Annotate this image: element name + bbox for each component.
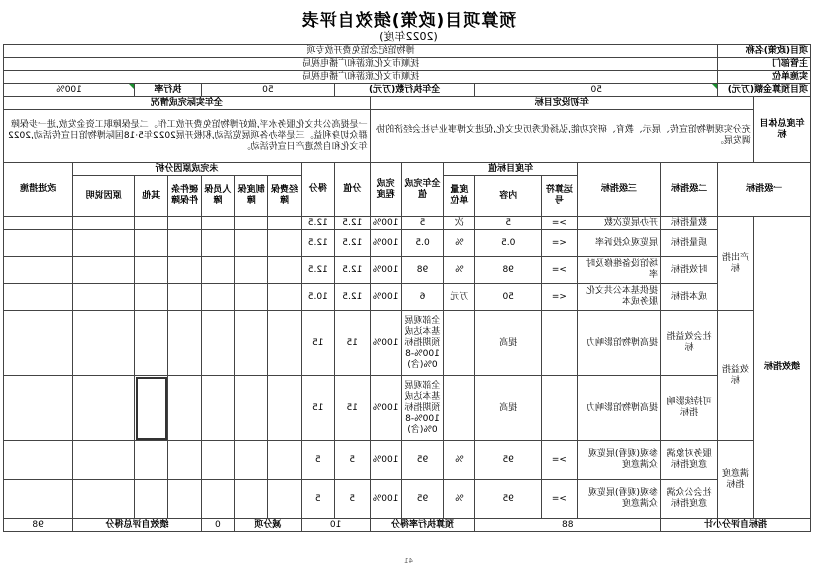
l3-cell: 提供基本公共文化服务成本 [577,284,660,311]
output-indicator-label: 产出指标 [718,217,754,311]
empty-cell[interactable] [235,480,268,519]
empty-cell[interactable] [4,441,73,480]
reason-hardware-header: 硬件条件保障 [168,176,201,217]
actual-cell[interactable]: 95 [401,441,444,480]
score-cell[interactable]: 12.5 [301,230,334,257]
reason-other-header: 其他 [135,176,168,217]
empty-cell[interactable] [168,441,201,480]
l2-cell: 社会效益指标 [661,311,718,376]
empty-cell[interactable] [73,230,135,257]
empty-cell[interactable] [4,257,73,284]
l2-cell: 可持续影响指标 [661,376,718,441]
empty-cell[interactable] [73,284,135,311]
op-cell[interactable] [542,376,578,441]
benefit-indicator-label: 效益指标 [718,311,754,441]
content-header: 内容 [475,176,542,217]
empty-cell[interactable] [201,284,234,311]
level3-header: 三级指标 [577,163,660,217]
empty-cell[interactable] [168,217,201,230]
level2-header: 二级指标 [661,163,718,217]
exec-score-label: 预算执行率得分 [370,519,475,532]
empty-cell[interactable] [4,376,73,441]
weight-header: 分值 [334,163,370,217]
empty-cell[interactable] [4,311,73,376]
score-cell[interactable]: 5 [301,441,334,480]
empty-cell[interactable] [73,376,135,441]
annual-goal-label: 年度总体目标 [753,97,810,163]
analysis-header: 未完成原因分析 [73,163,301,176]
op-cell[interactable]: >= [542,441,578,480]
empty-cell[interactable] [4,284,73,311]
empty-cell[interactable] [168,311,201,376]
reason-system-header: 制度保障 [235,176,268,217]
content-cell[interactable]: 5 [475,217,542,230]
execution-label: 全年执行数(万元) [334,84,474,97]
budget-value[interactable]: 50 [475,84,718,97]
rate-cell[interactable]: 100% [370,230,401,257]
empty-cell[interactable] [4,230,73,257]
actual-cell[interactable]: 0.5 [401,230,444,257]
weight-cell[interactable]: 12.5 [334,217,370,230]
rate-cell[interactable]: 100% [370,376,401,441]
empty-cell[interactable] [201,480,234,519]
actual-goal-text[interactable]: 一是提高公共文化服务水平,做好博物馆免费开放工作。二是保障职工资金发放,进一步保障群众切身利益。三是举办各项展览活动,积极开展2022年5·18国际博物馆日宣传活动,2022年文化和自然遗产日宣传活动。 [4,110,371,163]
empty-cell[interactable] [135,441,168,480]
unit-cell[interactable] [444,376,475,441]
report-year: (2022年度) [379,30,438,43]
actual-goal-header: 全年实际完成情况 [4,97,371,110]
department-label: 主管部门 [718,58,811,71]
empty-cell[interactable] [135,217,168,230]
completion-header: 完成程度 [370,163,401,217]
rate-cell[interactable]: 100% [370,284,401,311]
rate-cell[interactable]: 100% [370,311,401,376]
empty-cell[interactable] [268,441,301,480]
deduct-label: 减分项 [235,519,302,532]
rate-cell[interactable]: 100% [370,441,401,480]
satisfaction-indicator-label: 满意度指标 [718,441,754,519]
empty-cell[interactable] [235,217,268,230]
score-cell[interactable]: 5 [301,480,334,519]
content-cell[interactable]: 50 [475,284,542,311]
subtotal-value[interactable]: 88 [475,519,661,532]
unit-cell[interactable] [444,311,475,376]
score-header: 得分 [301,163,334,217]
op-cell[interactable]: <= [542,230,578,257]
project-name-value[interactable]: 博物馆纪念馆免费开放专项 [4,45,718,58]
exec-score-value[interactable]: 10 [301,519,370,532]
op-cell[interactable]: >= [542,480,578,519]
content-cell[interactable]: 提高 [475,311,542,376]
actual-cell[interactable]: 98 [401,257,444,284]
empty-cell[interactable] [135,480,168,519]
empty-cell[interactable] [268,257,301,284]
empty-cell[interactable] [4,217,73,230]
unit-header: 度量单位 [444,176,475,217]
reason-funding-header: 经费保障 [268,176,301,217]
l2-cell: 社会公众满意度指标 [661,480,718,519]
unit-cell[interactable]: % [444,480,475,519]
empty-cell[interactable] [73,217,135,230]
empty-cell[interactable] [168,230,201,257]
operator-header: 运算符号 [542,176,578,217]
content-cell[interactable]: 0.5 [475,230,542,257]
content-cell[interactable]: 95 [475,441,542,480]
actual-cell[interactable]: 5 [401,217,444,230]
empty-cell[interactable] [201,441,234,480]
project-name-label: 项目(政策)名称 [718,45,811,58]
empty-cell[interactable] [268,480,301,519]
empty-cell[interactable] [135,284,168,311]
l3-cell: 参观(观看)展览观众满意度 [577,441,660,480]
empty-cell[interactable] [4,480,73,519]
empty-cell[interactable] [235,230,268,257]
empty-cell[interactable] [73,480,135,519]
deduct-value[interactable]: 0 [201,519,234,532]
unit-cell[interactable]: % [444,257,475,284]
rate-cell[interactable]: 100% [370,257,401,284]
empty-cell[interactable] [235,376,268,441]
subtotal-label: 指标自评分小计 [661,519,811,532]
l2-cell: 时效指标 [661,257,718,284]
empty-cell[interactable] [135,311,168,376]
weight-cell[interactable]: 5 [334,441,370,480]
department-value[interactable]: 抚顺市文化旅游和广播电视局 [4,58,718,71]
l2-cell: 质量指标 [661,230,718,257]
empty-cell[interactable] [201,376,234,441]
target-header: 年度目标值 [444,163,577,176]
actual-cell[interactable]: 全部观展基本达成预期指标100%-80%(含) [401,311,444,376]
score-cell[interactable]: 15 [301,376,334,441]
empty-cell[interactable] [268,376,301,441]
op-cell[interactable]: >= [542,217,578,230]
empty-cell[interactable] [73,257,135,284]
unit-cell[interactable]: 次 [444,217,475,230]
score-cell[interactable]: 15 [301,311,334,376]
empty-cell[interactable] [268,230,301,257]
l3-cell: 开办展览次数 [577,217,660,230]
content-cell[interactable]: 提高 [475,376,542,441]
reason-desc-header: 原因说明 [73,176,135,217]
weight-cell[interactable]: 5 [334,480,370,519]
empty-cell[interactable] [73,311,135,376]
level1-header: 一级指标 [718,163,811,217]
performance-indicator-label: 绩效指标 [753,217,810,519]
empty-cell[interactable] [268,284,301,311]
unit-cell[interactable]: 万元 [444,284,475,311]
page-title: 预算项目(政策)绩效自评表 [300,11,517,31]
planned-goal-header: 年初设定目标 [370,97,753,110]
content-cell[interactable]: 98 [475,257,542,284]
empty-cell[interactable] [235,441,268,480]
empty-cell[interactable] [235,257,268,284]
empty-cell[interactable] [235,311,268,376]
l3-cell: 参观(观看)展览观众满意度 [577,480,660,519]
reason-staff-header: 人员保障 [201,176,234,217]
empty-cell[interactable] [168,480,201,519]
empty-cell[interactable] [201,217,234,230]
selected-cell[interactable] [135,376,168,441]
empty-cell[interactable] [168,284,201,311]
page-number: 41 [404,557,413,565]
weight-cell[interactable]: 12.5 [334,257,370,284]
empty-cell[interactable] [135,230,168,257]
total-score-value[interactable]: 98 [4,519,73,532]
empty-cell[interactable] [168,257,201,284]
weight-cell[interactable]: 15 [334,376,370,441]
rate-cell[interactable]: 100% [370,217,401,230]
empty-cell[interactable] [201,230,234,257]
total-score-label: 绩效自评总得分 [73,519,202,532]
unit-value[interactable]: 抚顺市文化旅游和广播电视局 [4,71,718,84]
l2-cell: 服务对象满意度指标 [661,441,718,480]
l2-cell: 成本指标 [661,284,718,311]
execution-value[interactable]: 50 [201,84,334,97]
execution-rate-label: 执行率 [135,84,202,97]
empty-cell[interactable] [235,284,268,311]
unit-cell[interactable]: % [444,441,475,480]
l3-cell: 提高博物馆影响力 [577,376,660,441]
weight-cell[interactable]: 12.5 [334,230,370,257]
l3-cell: 场馆设备维修及时率 [577,257,660,284]
execution-rate-value[interactable]: 100% [4,84,135,97]
empty-cell[interactable] [135,257,168,284]
actual-cell[interactable]: 95 [401,480,444,519]
score-cell[interactable]: 12.5 [301,257,334,284]
op-cell[interactable] [542,311,578,376]
actual-cell[interactable]: 6 [401,284,444,311]
l3-cell: 提高博物馆影响力 [577,311,660,376]
rate-cell[interactable]: 100% [370,480,401,519]
empty-cell[interactable] [168,376,201,441]
unit-cell[interactable]: % [444,230,475,257]
planned-goal-text[interactable]: 充分实现博物馆宣传、展示、教育、研究功能,弘扬优秀历史文化,促进文博事业与社会经济的协调发展。 [370,110,753,163]
weight-cell[interactable]: 12.5 [334,284,370,311]
content-cell[interactable]: 95 [475,480,542,519]
op-cell[interactable]: <= [542,284,578,311]
score-cell[interactable]: 10.5 [301,284,334,311]
score-cell[interactable]: 12.5 [301,217,334,230]
weight-cell[interactable]: 15 [334,311,370,376]
l2-cell: 数量指标 [661,217,718,230]
l3-cell: 展览观众投诉率 [577,230,660,257]
empty-cell[interactable] [268,311,301,376]
empty-cell[interactable] [201,311,234,376]
actual-header: 全年完成值 [401,163,444,217]
empty-cell[interactable] [73,441,135,480]
actual-cell[interactable]: 全部观展基本达成预期指标100%-80%(含) [401,376,444,441]
budget-label: 项目预算金额(万元) [718,84,811,97]
evaluation-table [3,44,811,532]
unit-label: 实施单位 [718,71,811,84]
op-cell[interactable]: >= [542,257,578,284]
empty-cell[interactable] [201,257,234,284]
empty-cell[interactable] [268,217,301,230]
improve-header: 改进措施 [4,163,73,217]
